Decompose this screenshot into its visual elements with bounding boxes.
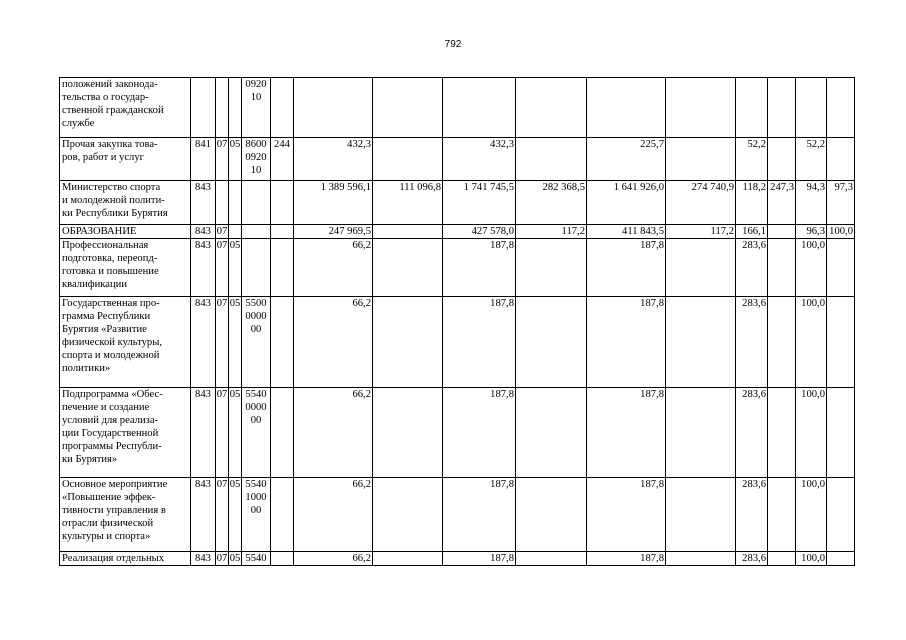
amount-cell: 187,8 [587,478,666,552]
section-code-cell: 07 [216,138,229,181]
expense-type-cell [271,297,294,388]
percent-cell: 100,0 [796,239,827,297]
row-name-line: Реализация отдельных [62,553,165,564]
target-article-cell [242,225,271,239]
row-name-cell [60,181,191,225]
amount-cell [443,78,516,138]
admin-code-cell: 843 [191,225,216,239]
percent-cell: 247,3 [768,181,796,225]
amount-cell: 187,8 [443,297,516,388]
amount-cell [373,78,443,138]
subsection-code-cell [229,225,242,239]
percent-cell: 52,2 [796,138,827,181]
subsection-code-cell: 05 [229,297,242,388]
amount-cell: 432,3 [294,138,373,181]
table-body [60,78,855,566]
percent-cell: 283,6 [736,552,768,566]
row-name-cell [60,297,191,388]
percent-cell [768,78,796,138]
amount-cell: 1 741 745,5 [443,181,516,225]
amount-cell [516,239,587,297]
amount-cell: 187,8 [443,239,516,297]
target-article-cell [242,181,271,225]
percent-cell: 283,6 [736,239,768,297]
amount-cell [666,552,736,566]
amount-cell: 117,2 [666,225,736,239]
table-row [60,181,855,225]
percent-cell [827,239,855,297]
row-name-line: физической культуры, [62,337,162,348]
percent-cell: 100,0 [827,225,855,239]
percent-cell [827,138,855,181]
row-name-cell [60,388,191,478]
amount-cell [294,78,373,138]
amount-cell: 1 389 596,1 [294,181,373,225]
row-name-line: тивности управления в [62,505,166,516]
expense-type-cell [271,181,294,225]
row-name-line: ственной гражданской [62,105,164,116]
subsection-code-cell: 05 [229,239,242,297]
percent-cell: 100,0 [796,388,827,478]
table-row [60,239,855,297]
amount-cell: 66,2 [294,552,373,566]
percent-cell [827,388,855,478]
table-row [60,297,855,388]
row-name-line: отрасли физической [62,518,154,529]
row-name-line: Министерство спорта [62,182,161,193]
section-code-cell: 07 [216,226,228,237]
amount-cell: 66,2 [294,297,373,388]
section-code-cell [216,78,229,138]
amount-cell: 187,8 [587,239,666,297]
section-code-cell: 07 [216,297,229,388]
amount-cell: 66,2 [294,478,373,552]
expense-type-cell [271,552,294,566]
admin-code-cell: 843 [191,181,216,225]
row-name-line: готовка и повышение [62,266,159,277]
percent-cell: 283,6 [736,297,768,388]
table-row [60,552,855,566]
target-article-line: 00 [250,415,262,426]
percent-cell [768,297,796,388]
target-article-cell [242,78,271,138]
amount-cell: 187,8 [587,552,666,566]
admin-code-cell: 843 [191,388,216,478]
amount-cell [587,78,666,138]
row-name-line: ции Государственной [62,428,159,439]
section-code-cell [216,181,229,225]
percent-cell [768,225,796,239]
table-row [60,78,855,138]
percent-cell: 100,0 [796,297,827,388]
percent-cell [827,297,855,388]
percent-cell: 166,1 [736,225,768,239]
row-name-line: спорта и молодежной [62,350,160,361]
amount-cell [666,138,736,181]
amount-cell: 282 368,5 [516,181,587,225]
expense-type-cell [271,478,294,552]
amount-cell: 66,2 [294,239,373,297]
row-name-line: ки Бурятия» [62,454,118,465]
percent-cell: 96,3 [796,225,827,239]
amount-cell: 225,7 [587,138,666,181]
percent-cell [736,78,768,138]
row-name-line: службе [62,118,95,129]
admin-code-cell: 843 [191,478,216,552]
expense-type-cell: 244 [271,138,294,181]
percent-cell: 283,6 [736,388,768,478]
row-name-line: Профессиональная [62,240,149,251]
amount-cell [666,78,736,138]
percent-cell [768,552,796,566]
budget-table [59,77,855,566]
row-name-line: Бурятия «Развитие [62,324,147,335]
row-name-line: Подпрограмма «Обес- [62,389,163,400]
amount-cell [516,138,587,181]
row-name-line: квалификации [62,279,127,290]
subsection-code-cell: 05 [229,553,241,564]
expense-type-cell [271,78,294,138]
subsection-code-cell [229,78,242,138]
row-name-line: «Повышение эффек- [62,492,156,503]
table-row [60,225,855,239]
admin-code-cell [191,78,216,138]
target-article-cell [242,239,271,297]
amount-cell [373,239,443,297]
target-article-line: 5540 [245,479,267,490]
amount-cell: 117,2 [516,225,587,239]
amount-cell [666,239,736,297]
amount-cell: 1 641 926,0 [587,181,666,225]
row-name-line: политики» [62,363,111,374]
admin-code-cell: 843 [191,552,216,566]
target-article-line: 0920 [245,152,267,163]
table-row [60,478,855,552]
admin-code-cell: 843 [191,239,216,297]
row-name-line: положений законода- [62,79,158,90]
amount-cell [373,388,443,478]
amount-cell: 111 096,8 [373,181,443,225]
amount-cell [516,552,587,566]
expense-type-cell [271,239,294,297]
target-article-cell [242,478,271,552]
amount-cell [373,297,443,388]
row-name-line: ров, работ и услуг [62,152,144,163]
row-name-line: ки Республики Бурятия [62,208,168,219]
section-code-cell: 07 [216,478,229,552]
amount-cell [373,478,443,552]
percent-cell [768,239,796,297]
amount-cell: 274 740,9 [666,181,736,225]
percent-cell [768,478,796,552]
row-name-cell [60,239,191,297]
target-article-line: 0000 [245,402,267,413]
table-row [60,138,855,181]
amount-cell [516,78,587,138]
admin-code-cell: 841 [191,138,216,181]
target-article-line: 5540 [245,553,267,564]
percent-cell: 94,3 [796,181,827,225]
row-name-cell [60,225,191,239]
percent-cell [827,478,855,552]
percent-cell [796,78,827,138]
target-article-cell [242,297,271,388]
row-name-line: тельства о государ- [62,92,149,103]
subsection-code-cell: 05 [229,478,242,552]
percent-cell [768,388,796,478]
row-name-line: печение и создание [62,402,150,413]
amount-cell: 247 969,5 [294,225,373,239]
target-article-line: 5540 [245,389,267,400]
amount-cell [516,478,587,552]
subsection-code-cell [229,181,242,225]
target-article-cell [242,552,271,566]
row-name-line: культуры и спорта» [62,531,151,542]
target-article-line: 0920 [245,79,267,90]
row-name-cell [60,138,191,181]
amount-cell: 432,3 [443,138,516,181]
percent-cell: 100,0 [796,552,827,566]
percent-cell: 52,2 [736,138,768,181]
amount-cell: 187,8 [443,478,516,552]
page-number: 792 [444,39,462,50]
row-name-line: грамма Республики [62,311,151,322]
percent-cell [768,138,796,181]
amount-cell [516,297,587,388]
section-code-cell: 07 [216,553,228,564]
row-name-line: Прочая закупка това- [62,139,158,150]
target-article-line: 1000 [245,492,267,503]
amount-cell: 187,8 [587,297,666,388]
target-article-cell [242,138,271,181]
row-name-line: подготовка, переопд- [62,253,158,264]
admin-code-cell: 843 [191,297,216,388]
expense-type-cell [271,225,294,239]
section-code-cell: 07 [216,239,229,297]
amount-cell [373,552,443,566]
row-name-cell [60,478,191,552]
target-article-line: 5500 [245,298,267,309]
row-name-line: программы Республи- [62,441,162,452]
percent-cell: 100,0 [796,478,827,552]
amount-cell: 66,2 [294,388,373,478]
row-name-line: Основное мероприятие [62,479,168,490]
row-name-line: ОБРАЗОВАНИЕ [62,226,137,237]
target-article-cell [242,388,271,478]
subsection-code-cell: 05 [229,138,242,181]
amount-cell: 187,8 [443,552,516,566]
amount-cell [666,388,736,478]
amount-cell: 187,8 [587,388,666,478]
table-row [60,388,855,478]
target-article-line: 8600 [245,139,267,150]
row-name-cell [60,78,191,138]
amount-cell [373,138,443,181]
amount-cell: 411 843,5 [587,225,666,239]
percent-cell: 118,2 [736,181,768,225]
amount-cell [666,478,736,552]
target-article-line: 00 [250,505,262,516]
amount-cell [373,225,443,239]
row-name-line: Государственная про- [62,298,160,309]
amount-cell: 427 578,0 [443,225,516,239]
target-article-line: 0000 [245,311,267,322]
target-article-line: 00 [250,324,262,335]
amount-cell [516,388,587,478]
row-name-line: условий для реализа- [62,415,159,426]
row-name-line: и молодежной полити- [62,195,165,206]
percent-cell: 283,6 [736,478,768,552]
percent-cell [827,552,855,566]
amount-cell: 187,8 [443,388,516,478]
row-name-cell [60,552,191,566]
percent-cell: 97,3 [827,181,855,225]
target-article-line: 10 [250,165,262,176]
percent-cell [827,78,855,138]
section-code-cell: 07 [216,388,229,478]
target-article-line: 10 [250,92,262,103]
subsection-code-cell: 05 [229,388,242,478]
expense-type-cell [271,388,294,478]
amount-cell [666,297,736,388]
